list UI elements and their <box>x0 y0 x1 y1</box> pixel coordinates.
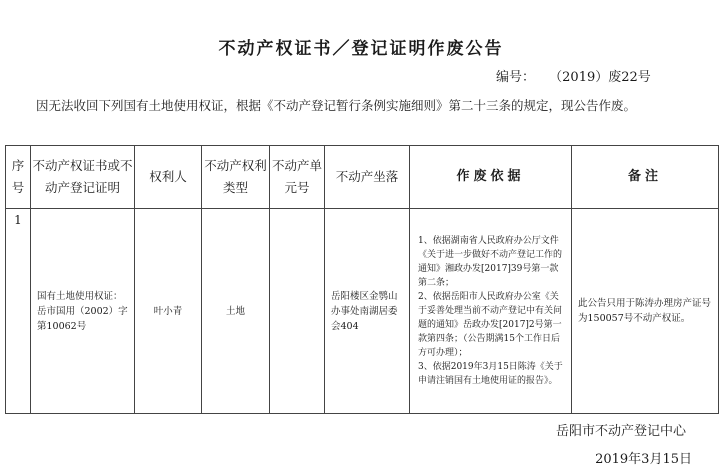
header-basis: 作废依据 <box>410 146 572 209</box>
intro-paragraph: 因无法收回下列国有土地使用权证，根据《不动产登记暂行条例实施细则》第二十三条的规定，现公告作废。 <box>36 98 637 113</box>
notice-title: 不动产权证书／登记证明作废公告 <box>218 39 504 59</box>
header-location: 不动产坐落 <box>325 146 410 209</box>
header-cert: 不动产权证书或不动产登记证明 <box>31 146 135 209</box>
row-seq: 1 <box>6 209 31 414</box>
table-row <box>6 209 719 414</box>
header-unit: 不动产单元号 <box>270 146 325 209</box>
row-cert: 国有土地使用权证：岳市国用（2002）字第10062号 <box>31 209 135 414</box>
issuing-organization: 岳阳市不动产登记中心 <box>555 424 686 439</box>
header-remark: 备注 <box>572 146 719 209</box>
issue-date: 2019年3月15日 <box>595 452 692 467</box>
basis-item-1: 1、依据湖南省人民政府办公厅文件《关于进一步做好不动产登记工作的通知》湘政办发[2017]39号第一款第二条； <box>418 236 563 288</box>
row-basis <box>410 209 572 414</box>
table-header-row <box>6 146 719 209</box>
row-unit <box>270 209 325 414</box>
document-number <box>496 66 651 85</box>
row-location: 岳阳楼区金鹗山办事处南湖居委会404 <box>325 209 410 414</box>
doc-no-label: 编号： <box>496 70 536 85</box>
header-type: 不动产权利类型 <box>202 146 270 209</box>
basis-item-3: 3、依据2019年3月15日陈涛《关于申请注销国有土地使用证的报告》。 <box>418 362 563 386</box>
void-certificate-table <box>5 145 719 414</box>
row-type: 土地 <box>202 209 270 414</box>
header-holder: 权利人 <box>135 146 202 209</box>
row-remark: 此公告只用于陈涛办理房产证号为150057号不动产权证。 <box>572 209 719 414</box>
doc-no-value: （2019）废22号 <box>549 70 651 85</box>
basis-item-2: 2、依据岳阳市人民政府办公室《关于妥善处理当前不动产登记中有关问题的通知》岳政办发[2017]2号第一款第四条；（公告期满15个工作日后方可办理）； <box>418 292 563 358</box>
row-holder: 叶小青 <box>135 209 202 414</box>
header-seq: 序号 <box>6 146 31 209</box>
